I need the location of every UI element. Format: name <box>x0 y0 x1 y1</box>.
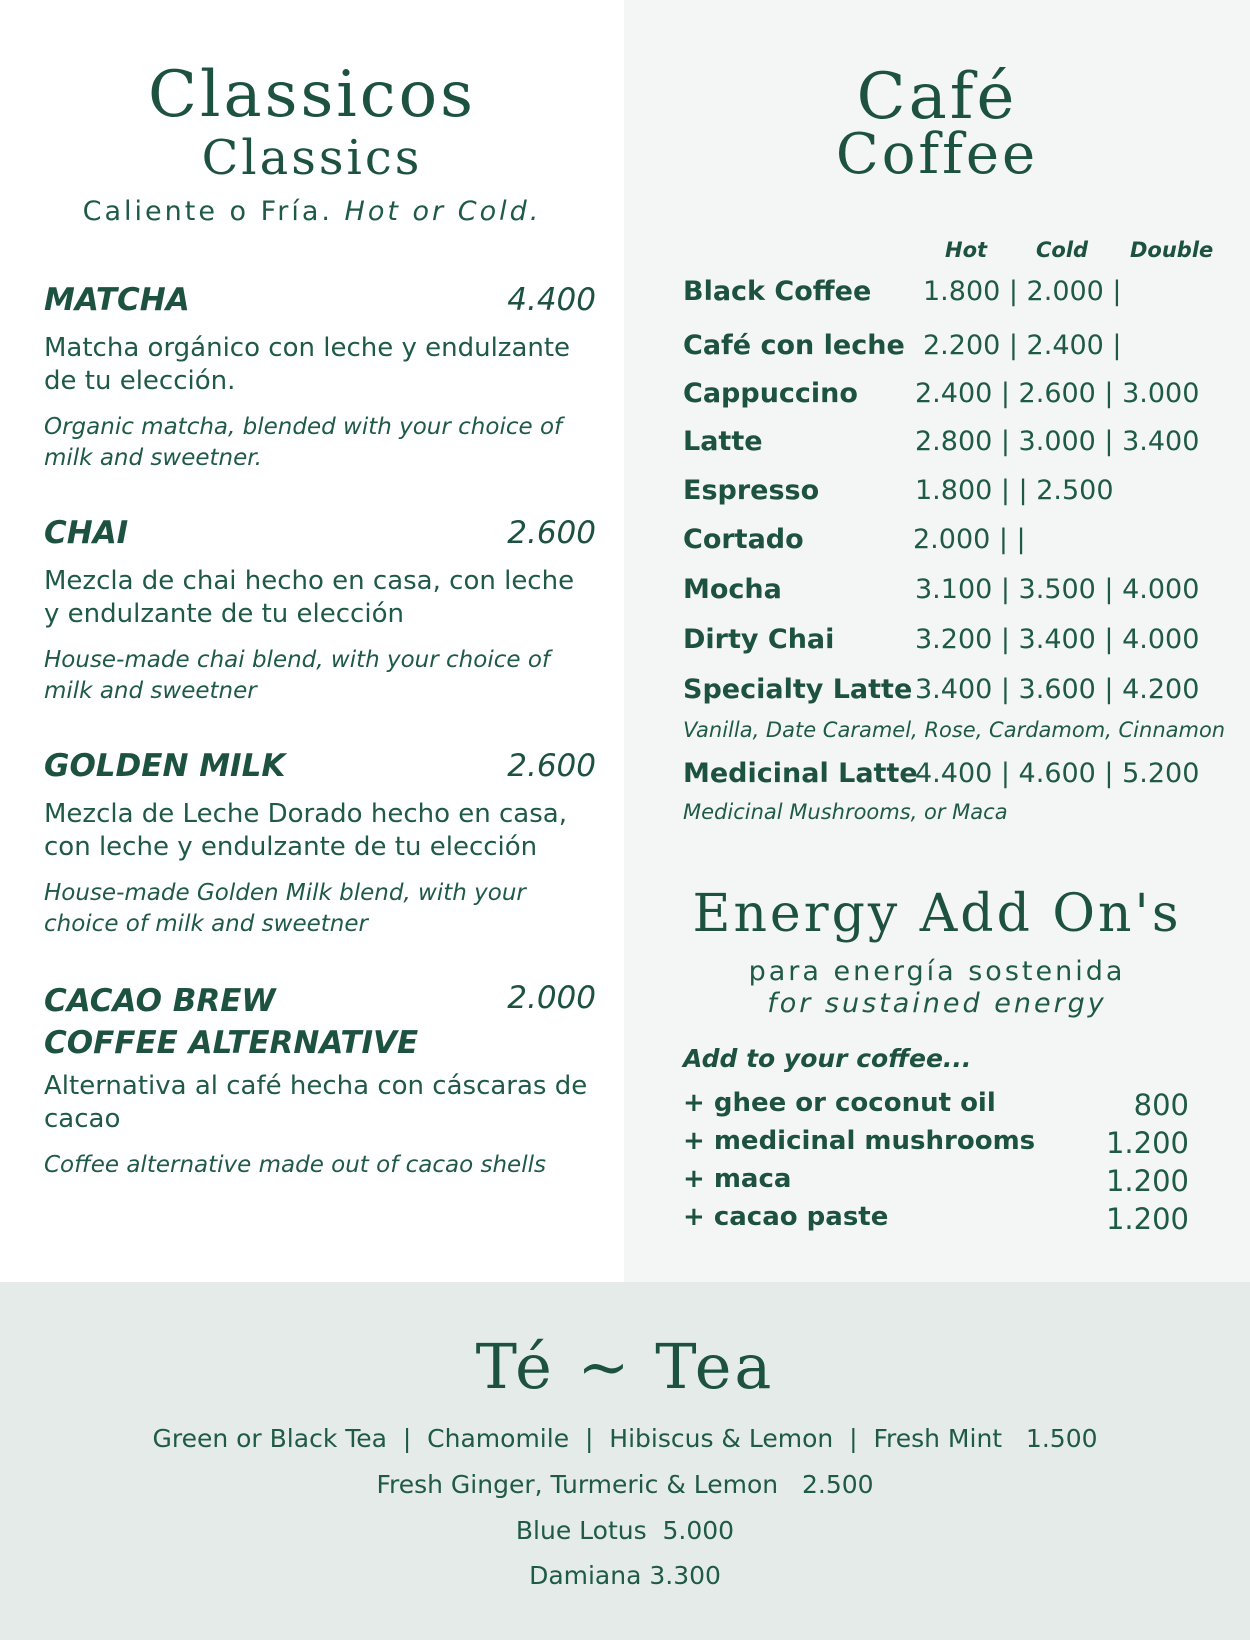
coffee-prices: 3.400 | 3.600 | 4.200 <box>915 674 1200 705</box>
coffee-name: Medicinal Latte <box>683 758 918 789</box>
tea-line: Blue Lotus 5.000 <box>515 1516 735 1545</box>
item-desc-en: House-made chai blend, with your choice of milk and sweetner <box>44 647 550 704</box>
classics-title-en: Classics <box>201 130 423 186</box>
classic-item-golden-milk <box>44 748 596 940</box>
classics-subtitle <box>0 196 624 227</box>
coffee-name: Latte <box>683 426 763 457</box>
addon-row <box>683 1164 1189 1202</box>
column-header-cold: Cold <box>1036 238 1089 262</box>
coffee-prices: 3.100 | 3.500 | 4.000 <box>915 574 1200 605</box>
addon-row <box>683 1126 1189 1164</box>
item-desc-es: Matcha orgánico con leche y endulzante de tu elección. <box>44 333 571 396</box>
coffee-prices: 1.800 | 2.000 | <box>923 276 1122 307</box>
addon-name: + ghee or coconut oil <box>683 1088 996 1118</box>
coffee-row <box>683 624 1203 664</box>
column-header-double: Double <box>1130 238 1214 262</box>
tea-line: Fresh Ginger, Turmeric & Lemon 2.500 <box>376 1470 874 1499</box>
addon-name: + cacao paste <box>683 1202 889 1232</box>
addon-name: + maca <box>683 1164 792 1194</box>
coffee-row <box>683 674 1203 714</box>
specialty-latte-note: Vanilla, Date Caramel, Rose, Cardamom, Cinnamon <box>683 718 1226 742</box>
energy-lead: Add to your coffee... <box>683 1044 972 1073</box>
coffee-row <box>683 276 1203 316</box>
item-name: GOLDEN MILK <box>44 748 286 784</box>
item-name-line2: COFFEE ALTERNATIVE <box>44 1025 419 1061</box>
medicinal-latte-note: Medicinal Mushrooms, or Maca <box>683 800 1008 824</box>
coffee-row <box>683 574 1203 614</box>
coffee-name: Café con leche <box>683 330 905 361</box>
item-price: 4.400 <box>507 282 596 318</box>
coffee-name: Specialty Latte <box>683 674 913 705</box>
classics-title-es: Classicos <box>148 58 476 132</box>
coffee-prices: 2.000 | | <box>913 524 1026 555</box>
coffee-row <box>683 330 1203 370</box>
coffee-name: Cappuccino <box>683 378 858 409</box>
item-desc-es: Mezcla de chai hecho en casa, con leche y endulzante de tu elección <box>44 566 575 629</box>
classics-subtitle-en: Hot or Cold. <box>344 196 542 227</box>
coffee-name: Mocha <box>683 574 782 605</box>
item-price: 2.000 <box>507 980 596 1016</box>
item-name: CHAI <box>44 515 129 551</box>
coffee-row <box>683 475 1203 515</box>
coffee-prices: 2.200 | 2.400 | <box>923 330 1122 361</box>
coffee-name: Dirty Chai <box>683 624 835 655</box>
classics-subtitle-es: Caliente o Fría. <box>82 196 333 227</box>
coffee-title-es: Café <box>856 60 1018 134</box>
item-name-line1: CACAO BREW <box>44 983 276 1019</box>
coffee-prices: 2.800 | 3.000 | 3.400 <box>915 426 1200 457</box>
column-header-hot: Hot <box>945 238 988 262</box>
item-desc-en: Coffee alternative made out of cacao shells <box>44 1152 546 1178</box>
coffee-prices: 2.400 | 2.600 | 3.000 <box>915 378 1200 409</box>
addon-price: 1.200 <box>1105 1164 1189 1198</box>
coffee-row <box>683 378 1203 418</box>
coffee-row <box>683 758 1203 798</box>
item-price: 2.600 <box>507 748 596 784</box>
addon-row <box>683 1202 1189 1240</box>
item-price: 2.600 <box>507 515 596 551</box>
energy-subtitle-en: for sustained energy <box>767 988 1107 1019</box>
item-desc-es: Alternativa al café hecha con cáscaras de cacao <box>44 1071 588 1134</box>
addon-price: 800 <box>1133 1088 1189 1122</box>
classic-item-cacao-brew <box>44 980 596 1181</box>
coffee-row <box>683 426 1203 466</box>
coffee-row <box>683 524 1203 564</box>
item-desc-en: House-made Golden Milk blend, with your choice of milk and sweetner <box>44 880 526 937</box>
addon-price: 1.200 <box>1105 1126 1189 1160</box>
classic-item-chai <box>44 515 596 707</box>
classic-item-matcha <box>44 282 596 474</box>
coffee-name: Cortado <box>683 524 804 555</box>
tea-line: Green or Black Tea | Chamomile | Hibiscus & Lemon | Fresh Mint 1.500 <box>152 1424 1098 1453</box>
item-desc-es: Mezcla de Leche Dorado hecho en casa, con leche y endulzante de tu elección <box>44 799 567 862</box>
energy-subtitle-es: para energía sostenida <box>748 956 1126 987</box>
item-name <box>44 980 418 1064</box>
addon-row <box>683 1088 1189 1126</box>
addon-price: 1.200 <box>1105 1202 1189 1236</box>
coffee-title-en: Coffee <box>835 122 1039 187</box>
coffee-name: Espresso <box>683 475 820 506</box>
addon-name: + medicinal mushrooms <box>683 1126 1036 1156</box>
coffee-prices: 1.800 | | 2.500 <box>915 475 1114 506</box>
item-desc-en: Organic matcha, blended with your choice of milk and sweetner. <box>44 414 563 471</box>
tea-line: Damiana 3.300 <box>529 1561 721 1590</box>
item-name: MATCHA <box>44 282 190 318</box>
coffee-prices: 3.200 | 3.400 | 4.000 <box>915 624 1200 655</box>
coffee-name: Black Coffee <box>683 276 872 307</box>
tea-title: Té ~ Tea <box>475 1330 775 1403</box>
energy-title: Energy Add On's <box>692 884 1182 944</box>
coffee-prices: 4.400 | 4.600 | 5.200 <box>915 758 1200 789</box>
